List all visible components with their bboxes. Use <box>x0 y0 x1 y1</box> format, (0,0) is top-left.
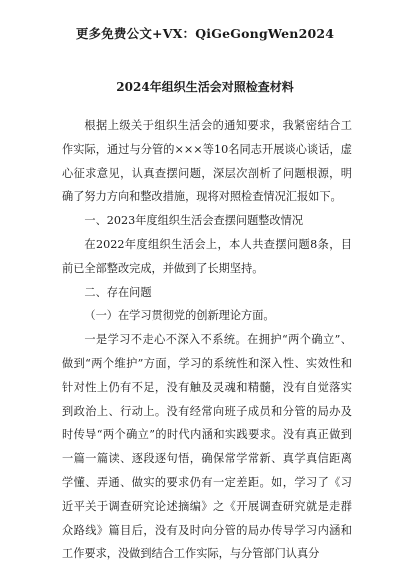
subsection-heading-1: （一）在学习贯彻党的创新理论方面。 <box>84 309 275 323</box>
document-body <box>62 114 352 566</box>
section-heading-1: 一、2023年度组织生活会查摆问题整改情况 <box>84 214 304 228</box>
intro-paragraph: 根据上级关于组织生活会的通知要求，我紧密结合工作实际，通过与分管的×××等10名同志开展谈心谈话，虚心征求意见，认真查摆问题，深层次剖析了问题根源，明确了努力方向和整改措施，现将对照检查情况汇报如下。 <box>62 119 352 204</box>
watermark-header: 更多免费公文+VX：QiGeGongWen2024 <box>75 26 335 41</box>
problem-paragraph: 一是学习不走心不深入不系统。在拥护“两个确立”、做到“两个维护”方面，学习的系统性和深入性、实效性和针对性上仍有不足，没有触及灵魂和精髓，没有自觉落实到政治上、行动上。没有经常向班子成员和分管的局办及时传导“两个确立”的时代内涵和实践要求。没有真正做到一篇一篇读、逐段逐句悟，确保常学常新、真学真信距离学懂、弄通、做实的要求仍有一定差距。如，学习了《习近平关于调查研究论述摘编》之《开展调查研究就是走群众路线》篇目后，没有及时向分管的局办传导学习内涵和工作要求，没做到结合工作实际，与分管部门认真分 <box>62 333 352 561</box>
section-heading-2: 二、存在问题 <box>84 285 152 299</box>
section-1-paragraph: 在2022年度组织生活会上，本人共查摆问题8条，目前已全部整改完成，并做到了长期坚持。 <box>62 237 352 275</box>
document-title: 2024年组织生活会对照检查材料 <box>116 80 294 94</box>
